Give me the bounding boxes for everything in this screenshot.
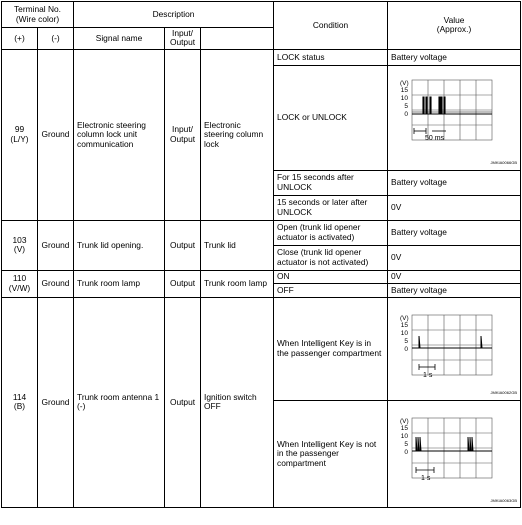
- wave-tick: 5: [404, 440, 409, 448]
- figure-code: JMKIA0062GB: [490, 389, 518, 395]
- terminal-number: 99: [14, 124, 25, 135]
- wire-color: (B): [13, 401, 26, 412]
- terminal-number: 110: [12, 273, 27, 284]
- terminal-number: 103: [12, 234, 27, 245]
- signal-name-cell: Trunk lid opening.: [74, 220, 165, 270]
- waveform-114-out: [388, 401, 519, 507]
- component-cell: Trunk lid: [201, 220, 274, 270]
- wave-trace: [412, 97, 492, 114]
- wave-tick: 10: [400, 432, 409, 440]
- io-line-2: Output: [169, 133, 196, 144]
- condition-cell: Close (trunk lid opener actuator is not activated): [274, 245, 388, 270]
- condition-cell: LOCK status: [274, 49, 388, 65]
- io-cell: Output: [165, 220, 201, 270]
- terminal-114-cell: [2, 297, 38, 507]
- waveform-114-in: [388, 298, 519, 400]
- value-cell: 0V: [388, 245, 521, 270]
- io-line-1: Input/: [172, 124, 193, 135]
- condition-cell: When Intelligent Key is not in the passenger compartment: [274, 400, 388, 507]
- value-cell: 0V: [388, 195, 521, 220]
- input-output-header: [165, 28, 201, 50]
- wave-unit: (V): [400, 314, 409, 322]
- value-cell: Battery voltage: [388, 49, 521, 65]
- terminal-103-cell: [2, 220, 38, 270]
- value-cell: Battery voltage: [388, 170, 521, 195]
- value-label: Value: [443, 15, 465, 25]
- component-header: [201, 28, 274, 50]
- ground-cell: Ground: [38, 270, 74, 297]
- wave-tick: 15: [400, 321, 409, 329]
- wave-tick: 15: [400, 424, 409, 432]
- wave-grid: [412, 418, 492, 478]
- signal-name-cell: Trunk room lamp: [74, 270, 165, 297]
- condition-cell: Open (trunk lid opener actuator is activated): [274, 220, 388, 245]
- wave-trace: [412, 336, 492, 348]
- waveform-99: [388, 66, 519, 170]
- wave-trace: [412, 437, 492, 451]
- io-cell: [165, 49, 201, 220]
- wave-tick: 10: [400, 329, 409, 337]
- wave-tick: 15: [400, 86, 409, 94]
- ground-cell: Ground: [38, 49, 74, 220]
- io-cell: Output: [165, 270, 201, 297]
- ground-cell: Ground: [38, 297, 74, 507]
- time-scale: [419, 364, 435, 370]
- wave-time-label: 1 s: [421, 474, 431, 482]
- signal-name-header: Signal name: [74, 28, 165, 50]
- condition-cell: LOCK or UNLOCK: [274, 65, 388, 170]
- time-scale: [416, 467, 434, 473]
- component-cell: Electronic steering column lock: [201, 49, 274, 220]
- wave-grid: [412, 315, 492, 375]
- terminal-110-cell: [2, 270, 38, 297]
- waveform-cell: [388, 400, 521, 507]
- condition-cell: OFF: [274, 283, 388, 297]
- io-label-2: Output: [169, 37, 196, 48]
- approx-label: (Approx.): [436, 24, 472, 35]
- ground-cell: Ground: [38, 220, 74, 270]
- waveform-cell: [388, 297, 521, 400]
- signal-name-cell: Trunk room antenna 1 (-): [74, 297, 165, 507]
- figure-code: JMKIA0063GB: [490, 497, 518, 503]
- terminal-spec-table: [1, 1, 521, 508]
- figure-code: JMKIA0066GB: [490, 159, 518, 165]
- value-cell: Battery voltage: [388, 220, 521, 245]
- value-header: [388, 2, 521, 50]
- signal-name-cell: Electronic steering column lock unit communication: [74, 49, 165, 220]
- terminal-header: [2, 2, 74, 28]
- value-cell: Battery voltage: [388, 283, 521, 297]
- wave-unit: (V): [400, 79, 409, 87]
- wire-color-label: (Wire color): [15, 13, 60, 24]
- wave-tick: 0: [404, 110, 409, 118]
- time-scale: [414, 128, 446, 134]
- wire-color: (V/W): [8, 282, 31, 293]
- waveform-cell: [388, 65, 521, 170]
- condition-cell: ON: [274, 270, 388, 283]
- value-cell: 0V: [388, 270, 521, 283]
- plus-header: (+): [2, 28, 38, 50]
- io-cell: Output: [165, 297, 201, 507]
- wave-time-label: 1 s: [423, 371, 433, 379]
- terminal-99-cell: [2, 49, 38, 220]
- wave-tick: 0: [404, 345, 409, 353]
- terminal-number: 114: [12, 391, 27, 402]
- terminal-no-label: Terminal No.: [14, 4, 62, 15]
- condition-cell: For 15 seconds after UNLOCK: [274, 170, 388, 195]
- wire-color: (L/Y): [10, 133, 29, 144]
- component-cell: Trunk room lamp: [201, 270, 274, 297]
- io-label-1: Input/: [172, 28, 193, 38]
- minus-header: (-): [38, 28, 74, 50]
- wave-time-label: 50 ms: [425, 134, 445, 142]
- component-cell: Ignition switch OFF: [201, 297, 274, 507]
- wire-color: (V): [13, 244, 26, 255]
- condition-header: Condition: [274, 2, 388, 50]
- wave-unit: (V): [400, 417, 409, 425]
- wave-tick: 5: [404, 337, 409, 345]
- wave-tick: 0: [404, 448, 409, 456]
- wave-tick: 5: [404, 102, 409, 110]
- condition-cell: 15 seconds or later after UNLOCK: [274, 195, 388, 220]
- wave-tick: 10: [400, 94, 409, 102]
- description-header: Description: [74, 2, 274, 28]
- condition-cell: When Intelligent Key is in the passenger compartment: [274, 297, 388, 400]
